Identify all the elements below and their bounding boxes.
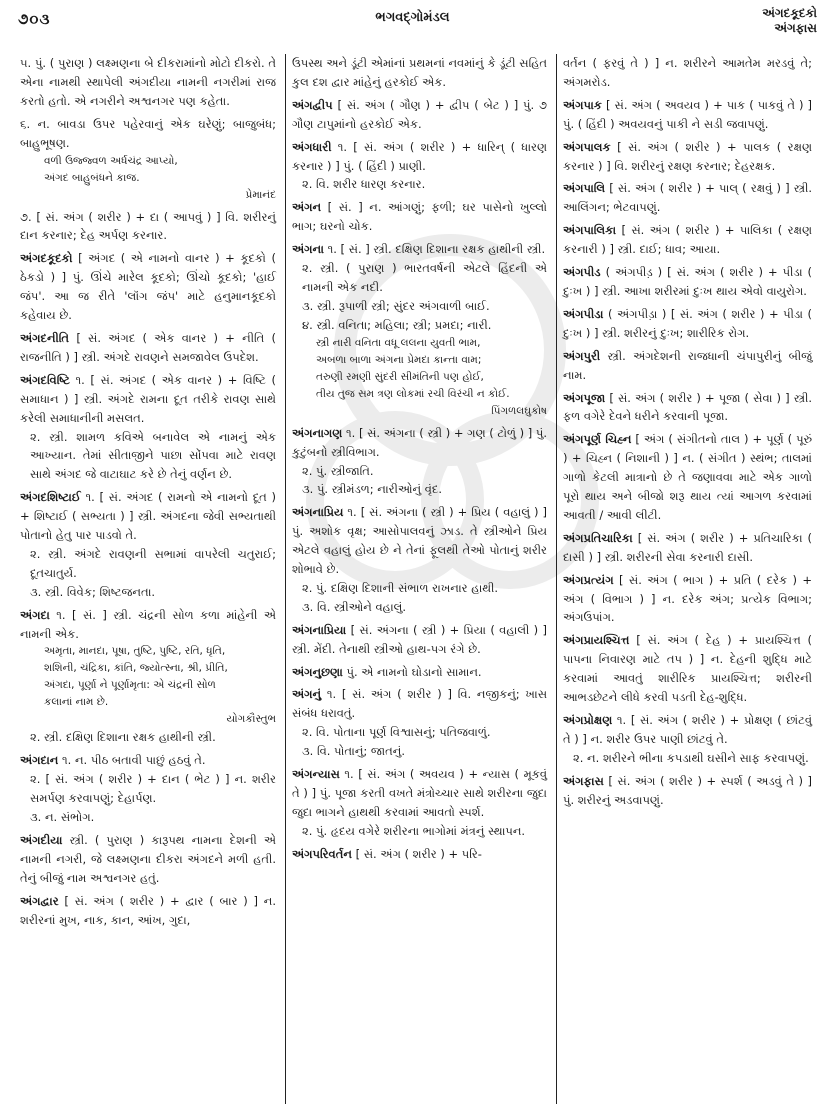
entry-headword: અંગનુછણા — [292, 664, 343, 679]
entry-headword: અંગપ્રતિચારિકા — [563, 530, 633, 545]
dictionary-entry — [292, 198, 547, 236]
entry-definition: વર્તન ( ફરવું તે ) ] ન. શરીરને આમતેમ મરડવું તે; અંગમરોડ. — [563, 56, 812, 89]
quotation-source: પ્રેમાનંદ — [245, 188, 276, 201]
entry-definition: [ સં. અંગ ( શરીર ) + સ્પર્શ ( અડવું તે ) ] પું. શરીરનું અડવાપણું. — [563, 773, 812, 807]
entry-definition: ૧. [ સં. ] સ્ત્રી. ચંદ્રની સોળ કળા માંહેની એ નામની એક. — [20, 607, 276, 641]
entry-sense: ૨. વિ. શરીર ધારણ કરનાર. — [302, 177, 426, 192]
dictionary-entry — [20, 892, 276, 930]
entry-definition: [ સં. અંગ ( અવયવ ) + પાક ( પાકવું તે ) ] પું. ( હિંદી ) અવયવનું પાકી ને સડી જવાપણું. — [563, 97, 813, 131]
entry-headword: અંગન્યાસ — [292, 767, 340, 782]
dictionary-entry — [563, 305, 812, 343]
entry-headword: અંગફાસ — [563, 773, 604, 788]
quotation-line: અંગદા, પૂર્ણા ને પૂર્ણામૃતા: એ ચંદ્રની સોળ — [44, 679, 216, 692]
entry-headword: અંગન — [292, 200, 322, 215]
column-1 — [14, 54, 282, 1104]
entry-headword: અંગપરિવર્તન — [292, 846, 352, 861]
quotation-line: તરુણી રમણી સુંદરી સીમંતિની પણ હોઈ, — [316, 370, 484, 383]
dictionary-entry — [292, 765, 547, 841]
entry-headword: અંગપાલિકા — [563, 223, 617, 238]
entry-definition: ૧. [ સં. અંગદ ( એક વાનર ) + વિષ્ટિ ( સમાધાન ) ] સ્ત્રી. અંગદે રામના દૂત તરીકે રાવણ સાથે કરેલી સમાધાનીની મસલત. — [20, 372, 276, 425]
entry-sense: ૩. પું. સ્ત્રીમંડળ; નારીઓનું વૃંદ. — [302, 482, 443, 497]
entry-sense: ૨. સ્ત્રી. શામળ કવિએ બનાવેલ એ નામનું એક આખ્યાન. તેમાં સીતાજીને પાછા સોંપવા માટે રાવણ સાથે અંગદ જે વાટાઘાટ કરે છે તેનું વર્ણન છે. — [30, 429, 276, 482]
guide-words — [762, 6, 817, 36]
entry-definition: ૧. [ સં. ] સ્ત્રી. દક્ષિણ દિશાના રક્ષક હાથીની સ્ત્રી. — [327, 242, 546, 257]
entry-headword: અંગપીડા — [563, 306, 604, 321]
entry-sense: ૪. સ્ત્રી. વનિતા; મહિલા; સ્ત્રી; પ્રમદા; નારી. — [302, 317, 492, 332]
dictionary-entry — [292, 138, 547, 195]
entry-headword: અંગનાપ્રિયા — [292, 622, 347, 637]
dictionary-entry — [20, 249, 276, 325]
entry-headword: અંગપીડ — [563, 265, 601, 280]
dictionary-entry — [563, 263, 812, 301]
dictionary-entry — [563, 221, 812, 259]
entry-sense: ૨. સ્ત્રી. દક્ષિણ દિશાના રક્ષક હાથીની સ્ત્રી. — [30, 730, 216, 745]
entry-definition: ૧. [ સં. અંગ ( શરીર ) + પ્રોક્ષણ ( છાંટવું તે ) ] ન. શરીર ઉપર પાણી છાંટવું તે. — [563, 713, 812, 746]
column-2 — [285, 54, 553, 1104]
book-title: ભગવદ્ગોમંડલ — [375, 10, 450, 25]
entry-definition: ૧. [ સં. અંગદ ( રામનો એ નામનો દૂત ) + શિષ્ટાઈ ( સભ્યતા ) ] સ્ત્રી. અંગદના જેવી સભ્યતાથી પોતાનો હેતુ પાર પાડવો તે. — [20, 490, 276, 543]
entry-definition: [ સં. અંગના ( સ્ત્રી ) + પ્રિયા ( વહાલી ) ] સ્ત્રી. મેંદી. તેનાથી સ્ત્રીઓ હાથ-પગ રંગે છે. — [292, 622, 547, 656]
entry-headword: અંગપાક — [563, 97, 602, 112]
entry-headword: અંગપુરી — [563, 348, 601, 363]
entry-headword: અંગદ્વીપ — [292, 97, 333, 112]
entry-headword: અંગધારી — [292, 139, 332, 154]
entry-sense: ૩. સ્ત્રી. રૂપાળી સ્ત્રી; સુંદર અંગવાળી બાઈ. — [302, 298, 490, 313]
dictionary-entry — [563, 54, 812, 92]
entry-headword: અંગપ્રોક્ષણ — [563, 713, 613, 727]
quotation-line: અમૃતા, માનદા, પૂષા, તુષ્ટિ, પુષ્ટિ, રતિ, ધૃતિ, — [44, 645, 226, 658]
dictionary-entry — [20, 751, 276, 827]
entry-headword: અંગપાલિ — [563, 181, 606, 196]
entry-headword: અંગદકૂદકો — [20, 251, 73, 266]
dictionary-entry — [563, 347, 812, 385]
dictionary-entry — [292, 96, 547, 134]
entry-definition: ૧. ન. પીઠ બતાવી પાછું હઠવું તે. — [62, 753, 206, 768]
entry-definition: ૧. [ સં. અંગના ( સ્ત્રી ) + પ્રિય ( વહાલું ) ] પું. અશોક વૃક્ષ; આસોપાલવનું ઝાડ. તે સ્ત્રીઓને પ્રિય એટલે વહાલું હોય છે ને તેનાં ફૂલથી તેઓ પોતાનું શરીર શોભાવે છે. — [292, 505, 548, 577]
quotation-line: વળી ઉજ્જ્વળ અર્ધચંદ્ર આપ્યો, — [44, 154, 178, 167]
quotation-line: સ્ત્રી નારી વનિતા વધૂ લલના યુવતી ભામ, — [316, 336, 481, 349]
entry-definition: ૧. [ સં. અંગ ( અવયવ ) + ન્યાસ ( મૂકવું તે ) ] પું. પૂજા કરતી વખતે મંત્રોચ્ચાર સાથે શરીરના જુદા જુદા ભાગને હાથથી કરવામાં આવતો સ્પર્શ. — [292, 767, 547, 819]
entry-definition: સ્ત્રી. ( પુરાણ ) કારૂપથ નામના દેશની એ નામની નગરી, જે લક્ષ્મણના દીકરા અંગદને મળી હતી. તેનું બીજું નામ અશ્વનગર હતું. — [20, 833, 276, 885]
quotation-line: તીય તુજ સમ ત્રણ લોકમાં રચી વિરંચી ન કોઈ. — [316, 387, 510, 400]
entry-sense: ૨. પું. હૃદય વગેરે શરીરના ભાગોમાં મંત્રનું સ્થાપન. — [302, 823, 526, 838]
entry-headword: અંગપ્રાયશ્ચિત્ત — [563, 633, 630, 648]
entry-headword: અંગદ્વાર — [20, 893, 59, 908]
quotation-line: અંગદ બાહુબંધને કાજ. — [44, 171, 140, 184]
entry-headword: અંગના — [292, 242, 324, 257]
dictionary-entry — [20, 115, 276, 204]
entry-headword: અંગદા — [20, 607, 50, 622]
dictionary-entry — [563, 711, 812, 768]
quotation-source: પિંગળલઘુકોષ — [491, 404, 547, 417]
quotation-line: કલાનાં નામ છે. — [44, 696, 109, 709]
entry-sense: ૨. વિ. પોતાના પૂર્ણ વિશ્વાસનું; પતિજવાળું. — [302, 725, 491, 740]
entry-headword: અંગદીયા — [20, 833, 63, 847]
entry-headword: અંગપાલક — [563, 139, 611, 154]
entry-headword: અંગપૂર્ણ ચિહ્ન — [563, 432, 632, 447]
page-number: ૭૦૩ — [18, 10, 51, 28]
entry-definition: [ સં. અંગ ( ગૌણ ) + દ્વીપ ( બેટ ) ] પું. ૭ ગૌણ ટાપુમાંનો હરકોઈ એક. — [292, 97, 548, 131]
dictionary-entry — [292, 621, 547, 659]
entry-sense: ૨. સ્ત્રી. ( પુરાણ ) ભારતવર્ષની એટલે હિંદની એ નામની એક નદી. — [302, 261, 547, 294]
entry-headword: અંગદવિષ્ટિ — [20, 372, 70, 387]
entry-definition: [ સં. અંગદ ( એક વાનર ) + નીતિ ( રાજનીતિ ) ] સ્ત્રી. અંગદે રાવણને સમજાવેલ ઉપદેશ. — [20, 330, 277, 364]
entry-headword: અંગદાન — [20, 753, 59, 768]
dictionary-entry — [20, 208, 276, 246]
entry-definition: સ્ત્રી. અંગદેશની રાજધાની ચંપાપુરીનું બીજું નામ. — [563, 348, 813, 382]
dictionary-entry — [563, 772, 812, 810]
entry-quotation — [20, 643, 276, 728]
entry-definition: [ સં. અંગ ( શરીર ) + પાલક ( રક્ષણ કરનાર ) ] વિ. શરીરનું રક્ષણ કરનાર; દેહરક્ષક. — [563, 139, 812, 173]
entry-definition: ૬. ન. બાવડા ઉપર પહેરવાનું એક ઘરેણું; બાજુબંધ; બાહુભૂષણ. — [20, 116, 276, 150]
dictionary-entry — [292, 240, 547, 420]
guide-word-first: અંગદકૂદકો — [762, 6, 817, 20]
entry-definition: [ અંગદ ( એ નામનો વાનર ) + કૂદકો ( ઠેકડો ) ] પું. ઊંચે મારેલ કૂદકો; ઊંચો કૂદકો; 'હાઈ જંપ'. આ જ રીતે 'લૉંગ જંપ' માટે હનુમાનકૂદકો કહેવાય છે. — [20, 251, 276, 323]
entry-definition: [ સં. અંગ ( શરીર ) + પાલિકા ( રક્ષણ કરનારી ) ] સ્ત્રી. દાઈ; ધાવ; આયા. — [563, 223, 813, 257]
entry-definition: [ સં. અંગ ( દેહ ) + પ્રાયશ્ચિત્ત ( પાપના નિવારણ માટે તપ ) ] ન. દેહની શુદ્ધિ માટે કરવામાં આવતું શારીરિક પ્રાયશ્ચિત્ત; શરીરની આભડછેટને લીધે કરવી પડતી દેહ-શુદ્ધિ. — [563, 633, 812, 705]
entry-definition: ( અંગપીડ઼ા ) [ સં. અંગ ( શરીર ) + પીડા ( દુઃખ ) ] સ્ત્રી. શરીરનું દુઃખ; શારીરિક રોગ. — [563, 306, 812, 340]
dictionary-entry — [292, 685, 547, 761]
dictionary-entry — [563, 571, 812, 628]
dictionary-entry — [20, 488, 276, 601]
dictionary-entry — [292, 845, 547, 864]
entry-definition: ૭. [ સં. અંગ ( શરીર ) + દા ( આપવું ) ] વિ. શરીરનું દાન કરનાર; દેહ અર્પણ કરનાર. — [20, 209, 276, 243]
dictionary-entry — [20, 329, 276, 367]
entry-definition: ( અંગપીડ઼ ) [ સં. અંગ ( શરીર ) + પીડા ( દુઃખ ) ] સ્ત્રી. આખા શરીરમાં દુઃખ થાય એવો વાયુરોગ. — [563, 265, 813, 298]
entry-sense: ૨. પું. સ્ત્રીજાતિ. — [302, 463, 374, 478]
entry-definition: [ સં. અંગ ( શરીર ) + પ્રતિચારિકા ( દાસી ) ] સ્ત્રી. શરીરની સેવા કરનારી દાસી. — [563, 530, 812, 564]
entry-headword: અંગનાગણ — [292, 425, 343, 440]
dictionary-entry — [563, 138, 812, 176]
entry-sense: ૨. સ્ત્રી. અંગદે રાવણની સભામાં વાપરેલી ચતુરાઈ; દૂતચાતુર્ય. — [30, 546, 276, 580]
dictionary-entry — [20, 831, 276, 888]
entry-sense: ૩. સ્ત્રી. વિવેક; શિષ્ટજનતા. — [30, 584, 156, 599]
entry-definition: ૧. [ સં. અંગના ( સ્ત્રી ) + ગણ ( ટોળું ) ] પું. કુટુંબનો સ્ત્રીવિભાગ. — [292, 425, 548, 459]
dictionary-entry — [563, 96, 812, 134]
entry-headword: અંગનાપ્રિય — [292, 505, 344, 520]
page-header — [0, 0, 825, 52]
guide-word-last: અંગફાસ — [774, 21, 817, 35]
entry-definition: [ અંગ ( સંગીતનો તાલ ) + પૂર્ણ ( પૂરું ) + ચિહ્ન ( નિશાની ) ] ન. ( સંગીત ) સ્થંભ; તાલમાં ગાળો કેટલી માત્રાનો છે તે જણાવવા માટે એક ગાળો પૂરો થાય અને બીજો શરૂ થાય ત્યાં આગળ કરવામાં આવતી / આવી લીટી. — [563, 432, 813, 522]
entry-definition: [ સં. અંગ ( શરીર ) + પરિ- — [355, 846, 482, 861]
dictionary-entry — [20, 371, 276, 484]
dictionary-entry — [292, 54, 547, 92]
quotation-source: યોગકૌસ્તુભ — [226, 713, 276, 726]
entry-definition: [ સં. અંગ ( શરીર ) + પૂજા ( સેવા ) ] સ્ત્રી. ફળ વગેરે દેવને ધરીને કરવાની પૂજા. — [563, 390, 813, 424]
entry-sense: ૩. વિ. સ્ત્રીઓને વહાલું. — [302, 599, 407, 614]
dictionary-entry — [563, 529, 812, 567]
entry-sense: ૩. ન. સંભોગ. — [30, 810, 95, 825]
entry-definition: [ સં. અંગ ( શરીર ) + દ્વાર ( બાર ) ] ન. શરીરનાં મુખ, નાક, કાન, આંખ, ગુદા, — [20, 893, 276, 927]
dictionary-entry — [20, 54, 276, 111]
entry-definition: ૧. [ સં. અંગ ( શરીર ) ] વિ. નજીકનું; ખાસ સંબંધ ધરાવતું. — [292, 687, 548, 721]
entry-headword: અંગપૂજા — [563, 390, 606, 405]
entry-sense: ૨. [ સં. અંગ ( શરીર ) + દાન ( ભેટ ) ] ન. શરીર સમર્પણ કરવાપણું; દેહાર્પણ. — [30, 772, 276, 806]
entry-sense: ૨. ન. શરીરને ભીના કપડાથી ઘસીને સાફ કરવાપણું. — [573, 750, 809, 765]
dictionary-entry — [563, 631, 812, 707]
dictionary-entry — [563, 430, 812, 525]
entry-sense: ૨. પું. દક્ષિણ દિશાની સંભાળ રાખનાર હાથી. — [302, 580, 499, 595]
entry-definition: [ સં. ] ન. આંગણું; ફળી; ઘર પાસેનો ખુલ્લો ભાગ; ઘરનો ચોક. — [292, 200, 547, 234]
entry-definition: [ સં. અંગ ( ભાગ ) + પ્રતિ ( દરેક ) + અંગ ( વિભાગ ) ] ન. દરેક અંગ; પ્રત્યેક વિભાગ; અંગઉપાંગ. — [563, 572, 812, 625]
entry-quotation — [292, 335, 547, 420]
dictionary-entry — [292, 663, 547, 682]
entry-headword: અંગનું — [292, 687, 322, 702]
dictionary-columns — [14, 54, 819, 1104]
entry-definition: ૧. [ સં. અંગ ( શરીર ) + ધારિન્ ( ધારણ કરનાર ) ] પું. ( હિંદી ) પ્રાણી. — [292, 139, 547, 173]
quotation-line: શશિની, ચંદ્રિકા, કાંતિ, જ્યોત્સ્ના, શ્રી, પ્રીતિ, — [44, 662, 228, 675]
entry-headword: અંગદનીતિ — [20, 330, 70, 345]
dictionary-entry — [292, 424, 547, 500]
entry-definition: પું. એ નામનો ઘોડાનો સામાન. — [346, 664, 482, 679]
quotation-line: અબળા બાળા અંગના પ્રેમદા કાન્તા વામ; — [316, 353, 482, 366]
entry-quotation — [20, 153, 276, 204]
dictionary-entry — [292, 503, 547, 616]
dictionary-entry — [563, 389, 812, 427]
entry-definition: ૫. પું. ( પુરાણ ) લક્ષ્મણના બે દીકરામાંનો મોટો દીકરો. તે એના નામથી સ્થાપેલી અંગદીયા નામની નગરીમાં રાજ કરતો હતો. એ નગરીને અશ્વનગર પણ કહેતા. — [20, 56, 276, 108]
column-3 — [556, 54, 818, 1104]
entry-definition: ઉપસ્થ અને ડૂંટી એમાંનાં પ્રથમનાં નવમાંનું કે ડૂંટી સહિત કુલ દશ દ્વાર માંહેનું હરકોઈ એક. — [292, 56, 547, 89]
dictionary-entry — [20, 606, 276, 748]
entry-headword: અંગદશિષ્ટાઈ — [20, 490, 81, 505]
entry-headword: અંગપ્રત્યંગ — [563, 572, 614, 587]
entry-definition: [ સં. અંગ ( શરીર ) + પાલ્ ( રક્ષવું ) ] સ્ત્રી. આલિંગન; ભેટવાપણું. — [563, 181, 813, 215]
dictionary-entry — [563, 179, 812, 217]
entry-sense: ૩. વિ. પોતાનું; જાતનું. — [302, 744, 405, 759]
